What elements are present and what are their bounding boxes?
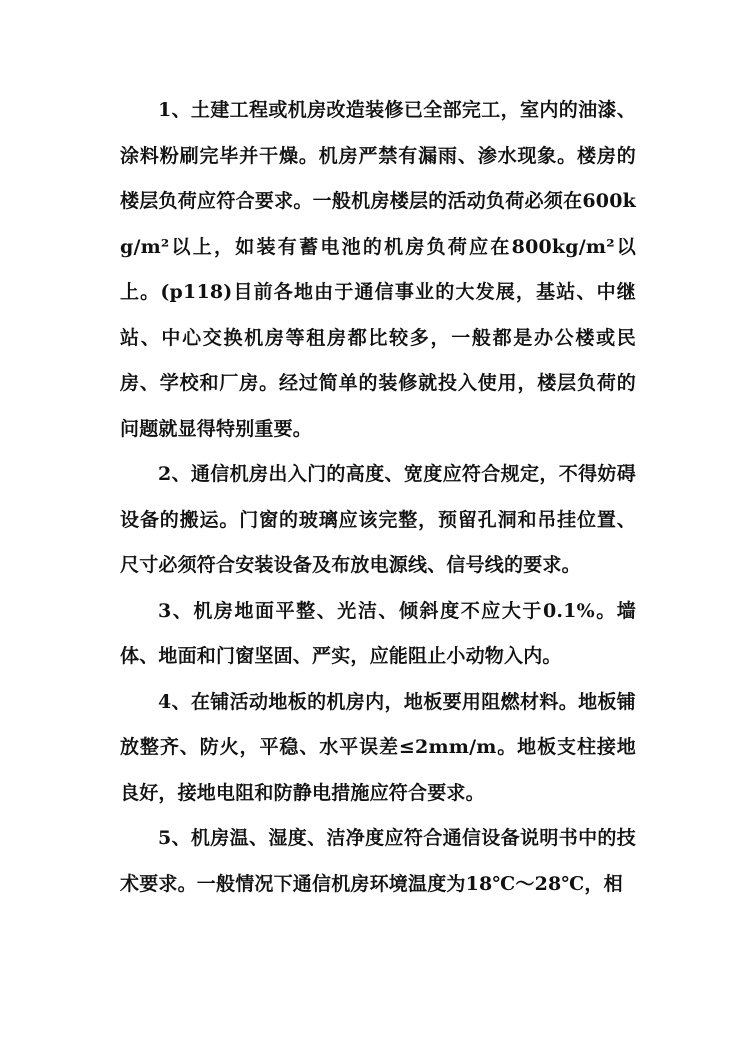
- paragraph-5: 5、机房温、湿度、洁净度应符合通信设备说明书中的技术要求。一般情况下通信机房环境温度为18℃～28℃，相: [120, 827, 636, 895]
- paragraph-3: 3、机房地面平整、光洁、倾斜度不应大于0.1%。墙体、地面和门窗坚固、严实，应能阻止小动物入内。: [120, 599, 636, 667]
- paragraph-2: 2、通信机房出入门的高度、宽度应符合规定，不得妨碍设备的搬运。门窗的玻璃应该完整，预留孔洞和吊挂位置、尺寸必须符合安装设备及布放电源线、信号线的要求。: [120, 463, 636, 576]
- paragraph-1: 1、土建工程或机房改造装修已全部完工，室内的油漆、涂料粉刷完毕并干燥。机房严禁有漏雨、渗水现象。楼房的楼层负荷应符合要求。一般机房楼层的活动负荷必须在600kg/m²以上，如装有蓄电池的机房负荷应在800kg/m²以上。(p118)目前各地由于通信事业的大发展，基站、中继站、中心交换机房等租房都比较多，一般都是办公楼或民房、学校和厂房。经过简单的装修就投入使用，楼层负荷的问题就显得特别重要。: [120, 99, 636, 440]
- paragraph-4: 4、在铺活动地板的机房内，地板要用阻燃材料。地板铺放整齐、防火，平稳、水平误差≤2mm/m。地板支柱接地良好，接地电阻和防静电措施应符合要求。: [120, 690, 636, 804]
- document-page: [120, 88, 636, 907]
